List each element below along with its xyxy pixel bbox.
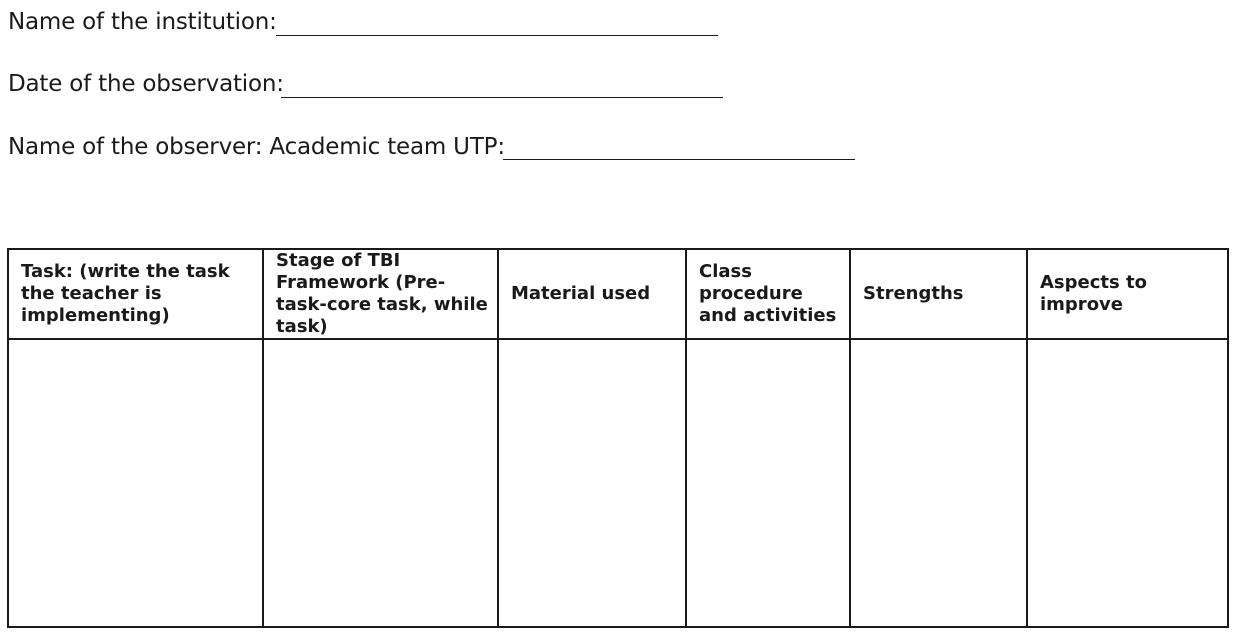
cell-strengths[interactable] [850,339,1027,627]
institution-label: Name of the institution: [8,9,277,35]
observer-label: Name of the observer: Academic team UTP: [8,134,505,160]
institution-blank[interactable] [276,35,718,36]
header-aspects: Aspects to improve [1027,249,1228,339]
cell-stage[interactable] [263,339,498,627]
header-strengths: Strengths [850,249,1027,339]
observation-table [7,248,1229,628]
header-material: Material used [498,249,686,339]
cell-material[interactable] [498,339,686,627]
cell-task[interactable] [8,339,263,627]
date-blank[interactable] [281,97,723,98]
observer-blank[interactable] [503,159,855,160]
cell-aspects[interactable] [1027,339,1228,627]
institution-field [8,8,277,36]
cell-procedure[interactable] [686,339,850,627]
header-procedure: Class procedure and activities [686,249,850,339]
date-label: Date of the observation: [8,71,284,97]
header-row [8,249,1228,339]
header-task: Task: (write the task the teacher is implementing) [8,249,263,339]
table-row [8,339,1228,627]
observer-field [8,133,505,161]
header-stage: Stage of TBI Framework (Pre-task-core task, while task) [263,249,498,339]
date-field [8,70,284,98]
